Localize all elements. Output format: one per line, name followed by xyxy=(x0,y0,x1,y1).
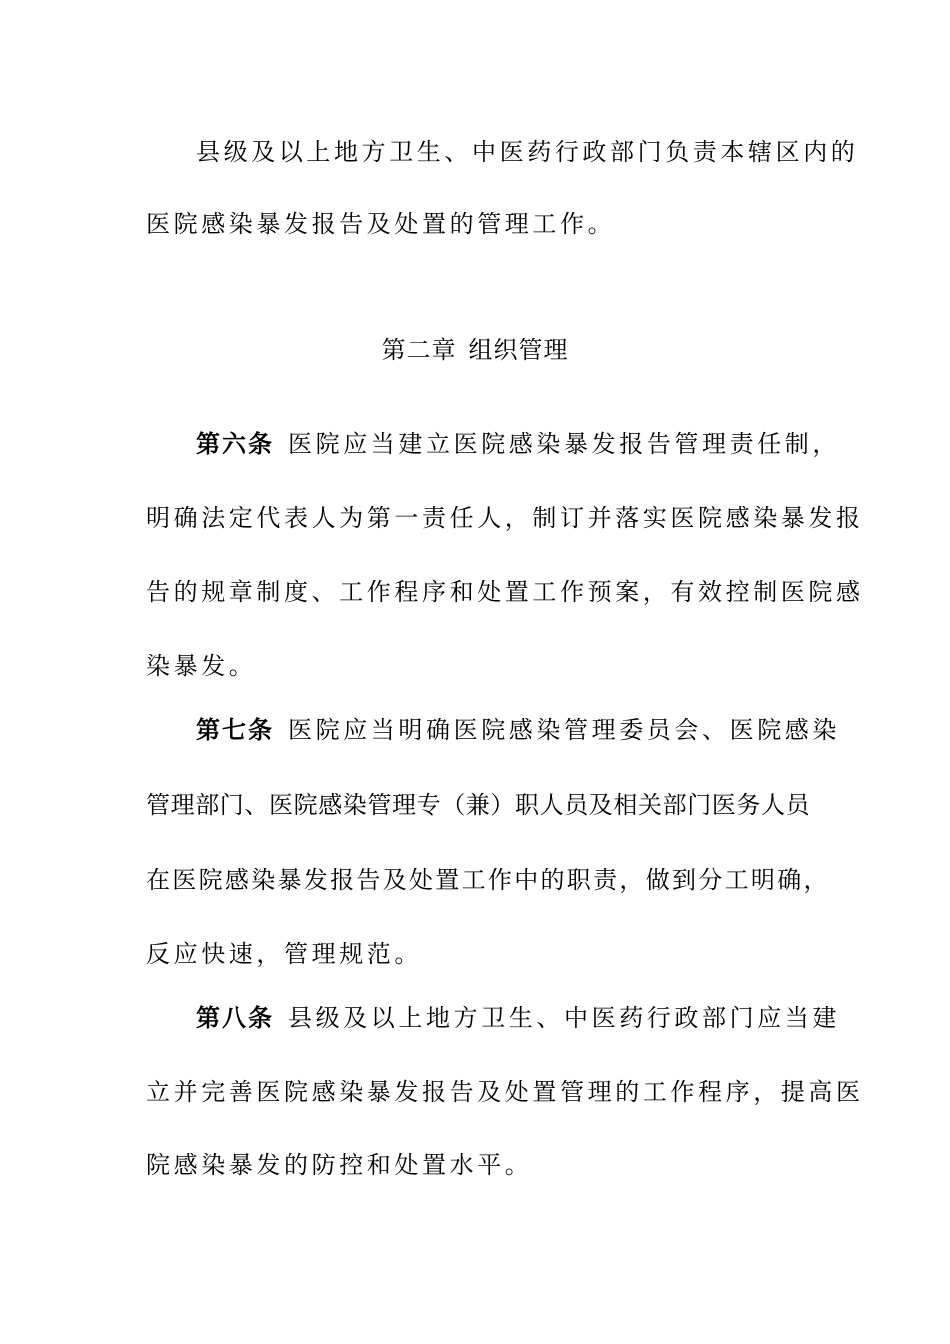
article-7-text-1: 医院应当明确医院感染管理委员会、医院感染 xyxy=(288,716,840,744)
article-7-line-3: 在医院感染暴发报告及处置工作中的职责，做到分工明确， xyxy=(146,866,830,894)
article-8-line-2: 立并完善医院感染暴发报告及处置管理的工作程序，提高医 xyxy=(146,1078,864,1106)
intro-line-1: 县级及以上地方卫生、中医药行政部门负责本辖区内的 xyxy=(196,138,859,166)
article-6-label: 第六条 xyxy=(196,430,274,458)
article-6-text-1: 医院应当建立医院感染暴发报告管理责任制， xyxy=(288,430,840,458)
article-7-label: 第七条 xyxy=(196,716,274,744)
article-7-line-4: 反应快速，管理规范。 xyxy=(146,940,422,968)
article-8-label: 第八条 xyxy=(196,1004,274,1032)
chapter-title: 组织管理 xyxy=(468,336,569,364)
chapter-heading xyxy=(0,334,950,366)
intro-line-2: 医院感染暴发报告及处置的管理工作。 xyxy=(146,210,616,238)
article-8-text-1: 县级及以上地方卫生、中医药行政部门应当建 xyxy=(288,1004,840,1032)
article-8-line-1 xyxy=(196,1002,840,1034)
article-7-line-2: 管理部门、医院感染管理专（兼）职人员及相关部门医务人员 xyxy=(146,791,811,819)
article-6-line-4: 染暴发。 xyxy=(146,652,257,680)
chapter-number: 第二章 xyxy=(381,336,457,364)
article-6-line-3: 告的规章制度、工作程序和处置工作预案，有效控制医院感 xyxy=(146,578,864,606)
article-6-line-2: 明确法定代表人为第一责任人，制订并落实医院感染暴发报 xyxy=(146,504,864,532)
article-7-line-1 xyxy=(196,714,840,746)
article-6-line-1 xyxy=(196,428,840,460)
article-8-line-3: 院感染暴发的防控和处置水平。 xyxy=(146,1151,533,1179)
